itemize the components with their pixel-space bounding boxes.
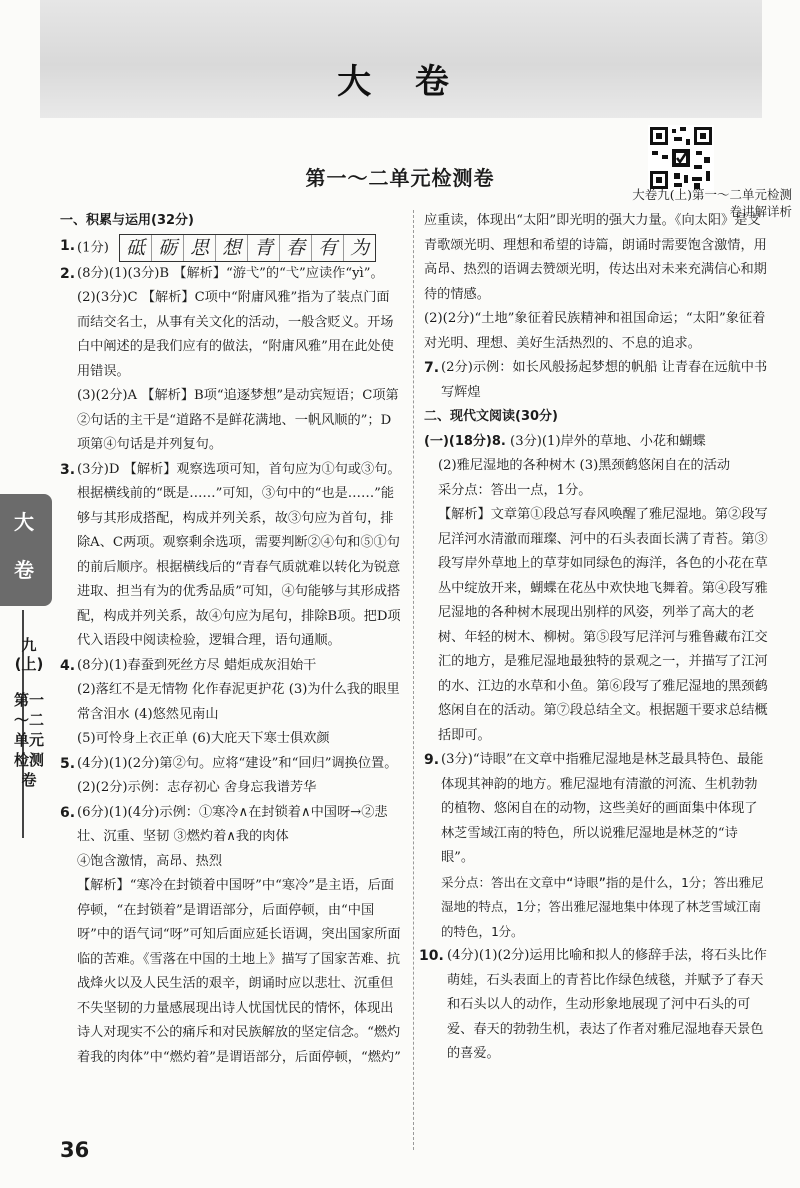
- score-points: 采分点：答出在文章中“诗眼”指的是什么，1分；答出雅尼湿地的特点，1分；答出雅尼湿地集中体现了林芝雪域江南的特色，1分。: [441, 874, 764, 939]
- answer-text: (2)(2分)“土地”象征着民族精神和祖国命运；“太阳”象征着对光明、理想、美好生活热烈的、不息的追求。: [424, 311, 766, 351]
- answer-text: (2)(3分)C 【解析】C项中“附庸风雅”指为了装点门面而结交名士，从事有关文化的活动，一般含贬义。开场白中阐述的是我们应有的做法，“附庸风雅”用在此处使用错误。: [77, 290, 394, 379]
- right-column: [419, 209, 768, 1067]
- page-title: 第一～二单元检测卷: [305, 166, 495, 190]
- page-number: 36: [60, 1138, 90, 1162]
- analysis-text: 【解析】文章第①段总写春风唤醒了雅尼湿地。第②段写尼洋河水清澈而璀璨、河中的石头表面长满了青苔。第③段写岸外草地上的草芽如同绿色的海洋，各色的小花在草丛中绽放开来，蝴蝶在花丛中欢快地飞舞着。第④段写雅尼湿地的各种树木展现出别样的风姿，列举了高大的老树、年轻的树木、柳树。第⑤段写尼洋河与雅鲁藏布江交汇的地方，是雅尼湿地最独特的景观之一，并描写了江河的水、江边的水草和小鱼。第⑥段写了雅尼湿地的黑颈鹤悠闲自在的活动。第⑦段总结全文。根据题干要求总结概括即可。: [438, 507, 768, 743]
- answer-text: ④饱含激情，高昂、热烈: [77, 853, 223, 869]
- handwritten-char: 有: [312, 235, 344, 261]
- handwritten-char: 想: [216, 235, 248, 261]
- answer-text: (6分)(1)(4分)示例：①寒冷∧在封锁着∧中国呀→②悲壮、沉重、坚韧 ③燃灼着∧我的肉体: [77, 804, 388, 844]
- question-2: [60, 262, 402, 458]
- handwritten-char: 春: [280, 235, 312, 261]
- answer-text: (5)可怜身上衣正单 (6)大庇天下寒士俱欢颜: [77, 731, 330, 746]
- side-tab-label: 大卷: [14, 510, 34, 582]
- question-number: 3.: [60, 461, 76, 478]
- question-10: [419, 944, 768, 1067]
- question-8: [424, 430, 768, 749]
- question-number: 10.: [419, 948, 444, 964]
- answer-text: (2)落红不是无情物 化作春泥更护花 (3)为什么我的眼里常含泪水 (4)悠然见南山: [77, 682, 400, 722]
- score-label: (1分): [77, 240, 109, 255]
- score-points: 采分点：答出一点，1分。: [438, 482, 592, 498]
- answer-text: (2分)示例：如长风般扬起梦想的帆船 让青春在远航中书写辉煌: [441, 360, 768, 400]
- answer-text: (4分)(1)(2分)第②句。应将“建设”和“回归”调换位置。: [77, 755, 398, 771]
- question-6: [60, 801, 402, 1071]
- banner-title: 大 卷: [337, 62, 465, 102]
- question-7: [424, 356, 768, 405]
- answer-text: (3分)D 【解析】观察选项可知，首句应为①句或③句。根据横线前的“既是……”可知，③句中的“也是……”能够与其形成搭配，构成并列关系，故③句应为首句，排除A、C两项。观察剩余选项，需要判断②④句和⑤①句的前后顺序。根据横线后的“青春气质就难以转化为锐意进取、担当有为的优秀品质”可知，④句能够与其形成搭配，构成并列关系，故④句应为尾句，排除B项。把D项代入语段中阅读检验，逻辑合理，语句通顺。: [77, 461, 401, 648]
- handwritten-char: 砺: [152, 235, 184, 261]
- column-divider: [413, 210, 414, 1150]
- answer-text: (3分)“诗眼”在文章中指雅尼湿地是林芝最具特色、最能体现其神韵的地方。雅尼湿地有清澈的河流、生机勃勃的植物、悠闲自在的动物，这些美好的画面集中体现了林芝雪域江南的特色，所以说雅尼湿地是林芝的“诗眼”。: [441, 752, 764, 865]
- question-number: 5.: [60, 755, 76, 772]
- left-column: [60, 209, 402, 1070]
- question-number: 9.: [424, 752, 440, 768]
- answer-text: (3分)(1)岸外的草地、小花和蝴蝶: [510, 433, 706, 449]
- side-unit: 第一～二单元检测卷: [14, 691, 45, 789]
- qr-caption: 大卷九(上)第一～二单元检测卷讲解详析: [632, 187, 792, 219]
- question-3: [60, 458, 402, 654]
- answer-text: (4分)(1)(2分)运用比喻和拟人的修辞手法，将石头比作萌娃，石头表面上的青苔比作绿色绒毯，并赋予了春天和石头以人的动作，生动形象地展现了河中石头的可爱、春天的勃勃生机，表达了作者对雅尼湿地春天景色的喜爱。: [447, 948, 767, 1061]
- question-number: (一)(18分)8.: [424, 433, 506, 449]
- question-9: [424, 748, 768, 944]
- answer-text: (2)雅尼湿地的各种树木 (3)黑颈鹤悠闲自在的活动: [438, 458, 731, 473]
- answer-text: (8分)(1)春蚕到死丝方尽 蜡炬成灰泪始干: [77, 657, 317, 673]
- header-banner: [40, 0, 762, 118]
- answer-text: (2)(2分)示例：志存初心 舍身忘我谱芳华: [77, 780, 317, 795]
- question-5: [60, 752, 402, 801]
- handwritten-char: 砥: [120, 235, 152, 261]
- handwritten-char: 思: [184, 235, 216, 261]
- question-number: 7.: [424, 360, 440, 376]
- handwriting-boxes: [119, 234, 376, 262]
- section-heading: 一、积累与运用(32分): [60, 213, 194, 228]
- question-number: 6.: [60, 804, 76, 821]
- question-number: 4.: [60, 657, 76, 674]
- side-grade: 九(上): [14, 636, 44, 673]
- question-4: [60, 654, 402, 752]
- handwritten-char: 为: [350, 236, 370, 259]
- question-number: 1.: [60, 237, 76, 254]
- question-number: 2.: [60, 265, 76, 282]
- answer-text: (8分)(1)(3分)B 【解析】“游弋”的“弋”应读作“yì”。: [77, 265, 384, 281]
- handwritten-char: 青: [248, 235, 280, 261]
- answer-text: 应重读，体现出“太阳”即光明的强大力量。《向太阳》是支青歌颂光明、理想和希望的诗篇，朗诵时需要饱含激情，用高昂、热烈的语调去赞颂光明，传达出对未来充满信心和期待的情感。: [424, 213, 767, 302]
- section-heading: 二、现代文阅读(30分): [424, 409, 558, 424]
- analysis-text: 【解析】“寒冷在封锁着中国呀”中“寒冷”是主语，后面停顿，“在封锁着”是谓语部分，后面停顿，由“中国呀”中的语气词“呀”可知后面应延长语调，突出国家所面临的苦难。《雪落在中国的土地上》描写了国家苦难、抗战烽火以及人民生活的艰辛，朗诵时应以悲壮、沉重但不失坚韧的力量感展现出诗人忧国忧民的情怀，体现出诗人对现实不公的痛斥和对民族解放的坚定信念。“燃灼着我的肉体”中“燃灼着”是谓语部分，后面停顿，“燃灼”: [77, 878, 401, 1065]
- answer-text: (3)(2分)A 【解析】B项“追逐梦想”是动宾短语；C项第②句话的主干是“道路不是鲜花满地、一帆风顺的”；D项第④句话是并列复句。: [77, 388, 399, 452]
- question-1: [60, 234, 402, 262]
